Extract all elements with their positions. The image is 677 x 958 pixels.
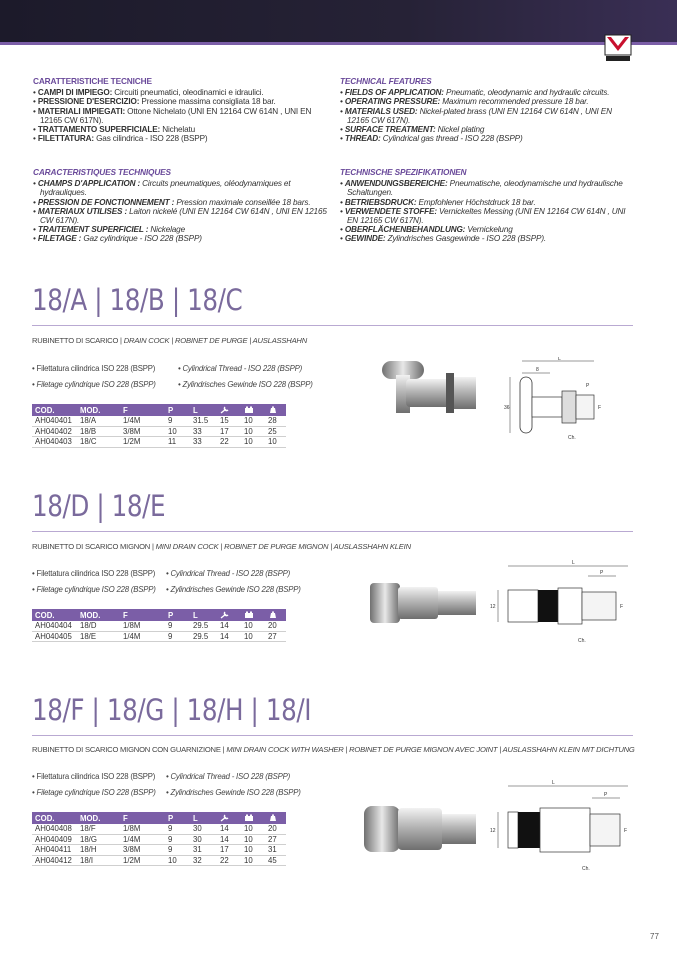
table-cell: 10 <box>241 845 265 856</box>
table-cell: 17 <box>217 845 241 856</box>
table-cell: 14 <box>217 631 241 642</box>
features-en <box>340 77 633 143</box>
mini-drain-cock-drawing <box>488 560 633 652</box>
weight-icon <box>265 812 286 824</box>
svg-text:F: F <box>598 405 602 411</box>
features-en-title: TECHNICAL FEATURES <box>340 76 432 86</box>
feature-item: • FIELDS OF APPLICATION: Pneumatic, oleodynamic and hydraulic circuits. <box>340 88 633 97</box>
column-header: F <box>120 404 165 416</box>
svg-text:L: L <box>558 357 561 362</box>
bullets-right <box>178 361 313 393</box>
column-header: MOD. <box>77 609 120 621</box>
table-cell: 27 <box>265 631 286 642</box>
table-cell: 45 <box>265 855 286 866</box>
table-cell: 10 <box>241 621 265 631</box>
table-cell: 9 <box>165 845 190 856</box>
header-accent-line <box>0 42 677 45</box>
table-cell: 20 <box>265 824 286 834</box>
bullets-right <box>166 566 301 598</box>
table-row <box>32 416 286 426</box>
table-cell: 1/4M <box>120 416 165 426</box>
table-row <box>32 621 286 631</box>
table-cell: 31.5 <box>190 416 217 426</box>
table-cell: AH040412 <box>32 855 77 866</box>
bullets-left <box>32 566 156 598</box>
table-cell: AH040411 <box>32 845 77 856</box>
column-header: P <box>165 404 190 416</box>
table-cell: 10 <box>241 631 265 642</box>
table-cell: 9 <box>165 834 190 845</box>
table-cell: 17 <box>217 426 241 437</box>
table-cell: 10 <box>241 437 265 448</box>
table-cell: 22 <box>217 437 241 448</box>
table-cell: 1/8M <box>120 824 165 834</box>
table-cell: 10 <box>241 834 265 845</box>
table-cell: 22 <box>217 855 241 866</box>
table-cell: 18/H <box>77 845 120 856</box>
svg-text:12: 12 <box>490 604 496 610</box>
table-cell: 10 <box>241 416 265 426</box>
feature-item: • OBERFLÄCHENBEHANDLUNG: Vernickelung <box>340 225 633 234</box>
bullet-item: • Filettatura cilindrica ISO 228 (BSPP) <box>32 566 156 582</box>
svg-text:P: P <box>604 792 608 798</box>
table-cell: 10 <box>241 824 265 834</box>
table-cell: AH040403 <box>32 437 77 448</box>
features-de <box>340 168 633 244</box>
bullet-item: • Filettatura cilindrica ISO 228 (BSPP) <box>32 361 156 377</box>
table-cell: 9 <box>165 416 190 426</box>
spec-table <box>32 812 286 866</box>
table-row <box>32 845 286 856</box>
table-row <box>32 631 286 642</box>
section-title: 18/A | 18/B | 18/C <box>32 283 243 317</box>
svg-text:Ch.: Ch. <box>582 866 590 872</box>
feature-item: • SURFACE TREATMENT: Nickel plating <box>340 125 633 134</box>
table-row <box>32 834 286 845</box>
wrench-icon <box>217 812 241 824</box>
feature-item: • TRATTAMENTO SUPERFICIALE: Nichelatu <box>33 125 323 134</box>
table-cell: 10 <box>241 426 265 437</box>
washer-drain-cock-photo <box>362 798 478 860</box>
table-cell: 18/C <box>77 437 120 448</box>
table-cell: 14 <box>217 621 241 631</box>
feature-item: • ANWENDUNGSBEREICHE: Pneumatische, oleodynamische und hydraulische Schaltungen. <box>340 179 633 197</box>
column-header: F <box>120 812 165 824</box>
table-cell: 14 <box>217 834 241 845</box>
table-cell: 10 <box>265 437 286 448</box>
table-cell: 1/4M <box>120 631 165 642</box>
section-subtitle: RUBINETTO DI SCARICO MIGNON CON GUARNIZIONE | MINI DRAIN COCK WITH WASHER | ROBINET DE PURGE MIGNON AVEC JOINT | AUSLASSHAHN KLEIN MIT DICHTUNG <box>32 745 635 754</box>
table-cell: 1/4M <box>120 834 165 845</box>
svg-text:P: P <box>600 570 604 576</box>
features-it <box>33 77 323 143</box>
svg-text:8: 8 <box>536 367 539 373</box>
column-header: MOD. <box>77 812 120 824</box>
bullet-item: • Cylindrical Thread - ISO 228 (BSPP) <box>166 769 301 785</box>
bullet-item: • Filetage cylindrique ISO 228 (BSPP) <box>32 377 156 393</box>
feature-item: • THREAD: Cylindrical gas thread - ISO 228 (BSPP) <box>340 134 633 143</box>
box-icon <box>241 404 265 416</box>
table-cell: 30 <box>190 834 217 845</box>
bullet-item: • Filettatura cilindrica ISO 228 (BSPP) <box>32 769 156 785</box>
table-cell: AH040401 <box>32 416 77 426</box>
table-cell: 18/G <box>77 834 120 845</box>
feature-item: • VERWENDETE STOFFE: Vernickeltes Messing (UNI EN 12164 CW 614N , UNI EN 12165 CW 617N). <box>340 207 633 225</box>
svg-text:L: L <box>572 560 575 566</box>
bullets-left <box>32 769 156 801</box>
svg-text:12: 12 <box>490 828 496 834</box>
table-row <box>32 437 286 448</box>
features-it-title: CARATTERISTICHE TECNICHE <box>33 76 152 86</box>
section-divider <box>32 531 633 532</box>
table-cell: 33 <box>190 426 217 437</box>
table-cell: 20 <box>265 621 286 631</box>
feature-item: • GEWINDE: Zylindrisches Gasgewinde - ISO 228 (BSPP). <box>340 234 633 243</box>
bullet-item: • Filetage cylindrique ISO 228 (BSPP) <box>32 582 156 598</box>
feature-item: • PRESSION DE FONCTIONNEMENT : Pression maximale conseillée 18 bars. <box>33 198 327 207</box>
feature-item: • OPERATING PRESSURE: Maximum recommended pressure 18 bar. <box>340 97 633 106</box>
feature-item: • MATERIAUX UTILISES : Laiton nickelé (UNI EN 12164 CW 614N , UNI EN 12165 CW 617N). <box>33 207 327 225</box>
svg-text:Ch.: Ch. <box>578 638 586 644</box>
bullet-item: • Filetage cylindrique ISO 228 (BSPP) <box>32 785 156 801</box>
bullet-item: • Cylindrical Thread - ISO 228 (BSPP) <box>166 566 301 582</box>
table-cell: 18/I <box>77 855 120 866</box>
box-icon <box>241 812 265 824</box>
column-header: L <box>190 404 217 416</box>
table-cell: 10 <box>165 855 190 866</box>
column-header: MOD. <box>77 404 120 416</box>
weight-icon <box>265 609 286 621</box>
table-cell: 29.5 <box>190 631 217 642</box>
features-de-title: TECHNISCHE SPEZIFIKATIONEN <box>340 167 467 177</box>
table-cell: 18/E <box>77 631 120 642</box>
bullet-item: • Zylindrisches Gewinde ISO 228 (BSPP) <box>166 582 301 598</box>
table-cell: 27 <box>265 834 286 845</box>
svg-text:F: F <box>620 604 624 610</box>
section-divider <box>32 325 633 326</box>
table-row <box>32 824 286 834</box>
table-cell: 10 <box>241 855 265 866</box>
feature-item: • MATERIALI IMPIEGATI: Ottone Nichelato (UNI EN 12164 CW 614N , UNI EN 12165 CW 617N). <box>33 107 323 125</box>
svg-text:36: 36 <box>504 405 510 411</box>
feature-item: • FILETAGE : Gaz cylindrique - ISO 228 (BSPP) <box>33 234 327 243</box>
column-header: P <box>165 609 190 621</box>
table-cell: 10 <box>165 426 190 437</box>
column-header: L <box>190 812 217 824</box>
feature-item: • FILETTATURA: Gas cilindrica - ISO 228 (BSPP) <box>33 134 323 143</box>
table-cell: AH040408 <box>32 824 77 834</box>
table-cell: AH040402 <box>32 426 77 437</box>
bullets-right <box>166 769 301 801</box>
table-header-row <box>32 609 286 621</box>
table-header-row <box>32 812 286 824</box>
svg-text:L: L <box>552 780 555 786</box>
column-header: COD. <box>32 404 77 416</box>
features-fr <box>33 168 327 244</box>
table-cell: 28 <box>265 416 286 426</box>
table-cell: 1/2M <box>120 437 165 448</box>
column-header: F <box>120 609 165 621</box>
washer-drain-cock-drawing <box>488 776 633 876</box>
svg-text:P: P <box>586 383 590 389</box>
section-divider <box>32 735 633 736</box>
wrench-icon <box>217 404 241 416</box>
feature-item: • PRESSIONE D'ESERCIZIO: Pressione massima consigliata 18 bar. <box>33 97 323 106</box>
table-cell: 18/D <box>77 621 120 631</box>
table-cell: 18/A <box>77 416 120 426</box>
table-cell: 31 <box>265 845 286 856</box>
section-title: 18/D | 18/E <box>32 489 166 523</box>
svg-text:Ch.: Ch. <box>568 435 576 441</box>
box-icon <box>241 609 265 621</box>
page-number: 77 <box>650 932 659 941</box>
bullet-item: • Zylindrisches Gewinde ISO 228 (BSPP) <box>178 377 313 393</box>
table-cell: AH040404 <box>32 621 77 631</box>
column-header: COD. <box>32 812 77 824</box>
feature-item: • TRAITEMENT SUPERFICIEL : Nickelage <box>33 225 327 234</box>
column-header: COD. <box>32 609 77 621</box>
section-subtitle: RUBINETTO DI SCARICO MIGNON | MINI DRAIN COCK | ROBINET DE PURGE MIGNON | AUSLASSHAHN KLEIN <box>32 542 411 551</box>
table-cell: 18/F <box>77 824 120 834</box>
section-subtitle: RUBINETTO DI SCARICO | DRAIN COCK | ROBINET DE PURGE | AUSLASSHAHN <box>32 336 308 345</box>
column-header: P <box>165 812 190 824</box>
drain-cock-photo <box>380 357 480 433</box>
feature-item: • CHAMPS D'APPLICATION : Circuits pneumatiques, oléodynamiques et hydrauliques. <box>33 179 327 197</box>
svg-text:F: F <box>624 828 628 834</box>
header-bar <box>0 0 677 42</box>
table-row <box>32 855 286 866</box>
bullet-item: • Zylindrisches Gewinde ISO 228 (BSPP) <box>166 785 301 801</box>
table-row <box>32 426 286 437</box>
features-fr-title: CARACTERISTIQUES TECHNIQUES <box>33 167 171 177</box>
table-cell: 30 <box>190 824 217 834</box>
table-cell: AH040405 <box>32 631 77 642</box>
section-title: 18/F | 18/G | 18/H | 18/I <box>32 693 312 727</box>
brand-logo-icon <box>603 33 633 63</box>
table-cell: 3/8M <box>120 426 165 437</box>
table-cell: 25 <box>265 426 286 437</box>
spec-table <box>32 404 286 448</box>
bullets-left <box>32 361 156 393</box>
table-cell: 9 <box>165 631 190 642</box>
table-cell: 14 <box>217 824 241 834</box>
table-cell: 33 <box>190 437 217 448</box>
weight-icon <box>265 404 286 416</box>
table-cell: AH040409 <box>32 834 77 845</box>
table-header-row <box>32 404 286 416</box>
feature-item: • MATERIALS USED: Nickel-plated brass (UNI EN 12164 CW 614N , UNI EN 12165 CW 617N). <box>340 107 633 125</box>
drain-cock-drawing <box>502 357 632 445</box>
column-header: L <box>190 609 217 621</box>
table-cell: 31 <box>190 845 217 856</box>
feature-item: • CAMPI DI IMPIEGO: Circuiti pneumatici, oleodinamici e idraulici. <box>33 88 323 97</box>
feature-item: • BETRIEBSDRUCK: Empfohlener Höchstdruck 18 bar. <box>340 198 633 207</box>
table-cell: 9 <box>165 824 190 834</box>
spec-table <box>32 609 286 642</box>
table-cell: 1/8M <box>120 621 165 631</box>
table-cell: 15 <box>217 416 241 426</box>
table-cell: 1/2M <box>120 855 165 866</box>
table-cell: 29.5 <box>190 621 217 631</box>
table-cell: 9 <box>165 621 190 631</box>
table-cell: 3/8M <box>120 845 165 856</box>
mini-drain-cock-photo <box>368 575 478 631</box>
table-cell: 32 <box>190 855 217 866</box>
table-cell: 18/B <box>77 426 120 437</box>
table-cell: 11 <box>165 437 190 448</box>
bullet-item: • Cylindrical Thread - ISO 228 (BSPP) <box>178 361 313 377</box>
wrench-icon <box>217 609 241 621</box>
